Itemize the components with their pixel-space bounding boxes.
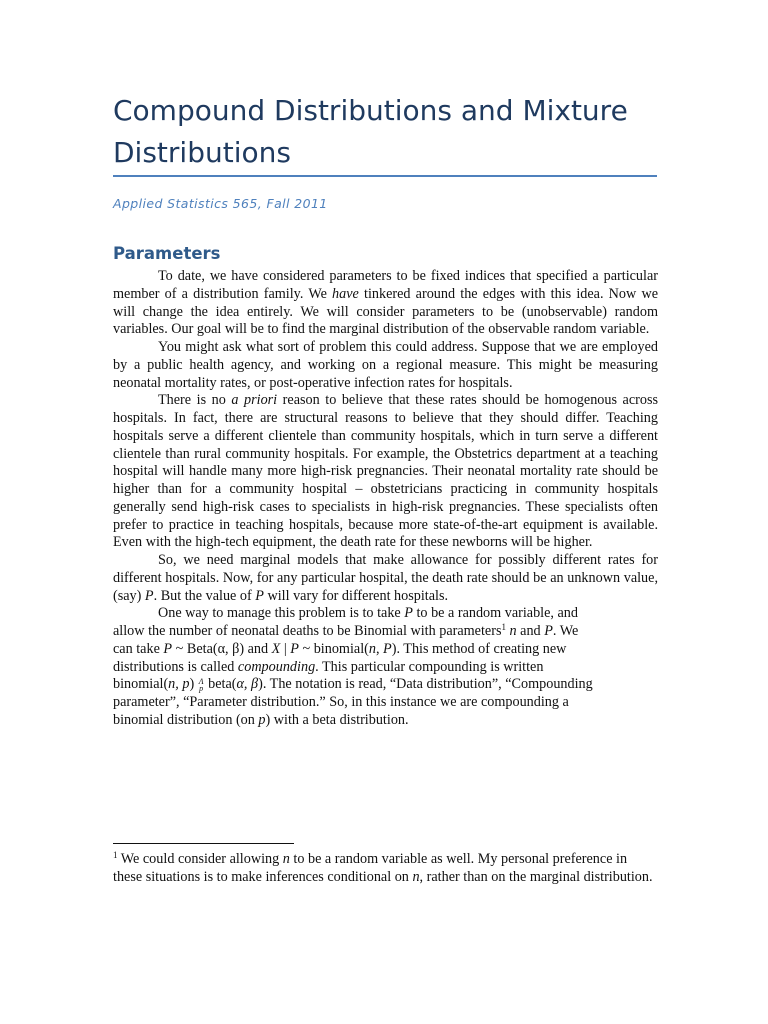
text-run: ~ binomial( — [298, 640, 369, 657]
text-run: ). This method of creating new — [391, 640, 567, 657]
math-var: n — [509, 623, 517, 639]
text-run: distributions is called — [113, 658, 238, 675]
math-var: P — [144, 587, 154, 604]
text-run: binomial distribution (on — [113, 711, 259, 728]
text-run: To date, we have considered parameters to be fixed indices that specified a particular member of a distribution family. We — [113, 268, 658, 302]
paragraph-1 — [113, 268, 658, 339]
text-run: ~ Beta(α, β) and — [172, 640, 272, 657]
text-run: will vary for different hospitals. — [263, 587, 449, 604]
footnote-divider — [113, 843, 294, 844]
math-var: n, p — [168, 676, 190, 693]
footnote-reference[interactable]: 1 — [501, 622, 506, 632]
math-var: P — [544, 623, 553, 639]
title-divider — [113, 175, 657, 177]
text-run: , — [375, 640, 384, 657]
footnote — [113, 851, 658, 887]
document-subtitle: Applied Statistics 565, Fall 2011 — [113, 196, 328, 211]
text-run: allow the number of neonatal deaths to be Binomial with parameters — [113, 623, 502, 639]
text-run: . But the value of — [153, 587, 256, 604]
text-run: reason to believe that these rates should be homogenous across hospitals. In fact, there are structural reasons to believe that they should differ. Teaching hospitals serve a different clientele than community hospitals, which in turn serve a different clientele than rural community hospitals. For example, the Obstetrics department at a teaching hospital will handle many more high-risk pregnancies. Their neonatal mortality rate should be higher than for a community hospital – obstetricians practicing in community hospitals generally send high-risk cases to specialists in high-risk pregnancies. These specialists often prefer to practice in teaching hospitals, because more state-of-the-art equipment is available. Even with the high-tech equipment, the death rate for these newborns will be higher. — [113, 392, 659, 551]
text-run: , rather than on the marginal distribution. — [419, 868, 653, 885]
text-run: We could consider allowing — [117, 851, 283, 867]
math-var: n — [412, 868, 420, 885]
paragraph-5-line — [113, 712, 658, 730]
math-var: α, β — [236, 676, 259, 693]
paragraph-5 — [113, 605, 658, 729]
paragraph-5-line — [113, 605, 658, 623]
paragraph-5-line: parameter”, “Parameter distribution.” So, in this instance we are compounding a — [113, 694, 569, 710]
compounding-parameter: p — [199, 683, 204, 693]
text-run: | — [280, 640, 291, 657]
text-run: So, we need marginal models that make allowance for possibly different rates for different hospitals. Now, for any particular hospital, the death rate should be an unknown value, (say) — [113, 552, 658, 604]
paragraph-3 — [113, 392, 658, 552]
paragraph-5-line — [113, 623, 658, 641]
text-run: binomial( — [113, 676, 169, 693]
math-var: n — [368, 640, 376, 657]
compounding-symbol: Λ — [198, 676, 204, 686]
text-run: beta( — [204, 676, 237, 693]
math-var: P — [163, 640, 173, 657]
paragraph-5-line — [113, 641, 658, 659]
text-run: . This particular compounding is written — [315, 658, 544, 675]
text-run: ) — [189, 676, 198, 693]
math-var: P — [383, 640, 392, 657]
math-var: X — [271, 640, 281, 657]
document-title: Compound Distributions and Mixture Distributions — [113, 94, 628, 169]
footnote-marker: 1 — [113, 850, 118, 860]
text-run: to be a random variable as well. My personal preference in these situations is to make inferences conditional on — [113, 851, 628, 885]
text-run: ) with a beta distribution. — [265, 711, 409, 728]
text-run: to be a random variable, and — [412, 605, 578, 622]
text-run: and — [516, 623, 545, 639]
body-text — [113, 268, 658, 730]
paragraph-2: You might ask what sort of problem this could address. Suppose that we are employed by a public health agency, and working on a regional measure. This might be measuring neonatal mortality rates, or post-operative infection rates for hospitals. — [113, 339, 658, 391]
math-var: p — [258, 711, 266, 728]
text-run: One way to manage this problem is to take — [158, 605, 405, 622]
math-var: P — [290, 640, 299, 657]
compounding-operator — [199, 678, 204, 692]
math-var: P — [255, 587, 264, 604]
text-run-italic: compounding — [237, 658, 316, 675]
text-run: There is no — [158, 392, 232, 409]
text-run: tinkered around the edges with this idea. Now we will change the idea entirely. We will consider parameters to be (unobservable) random variables. Our goal will be to find the marginal distribution of the observable random variable. — [113, 285, 658, 338]
math-var: P — [404, 605, 413, 622]
text-run: ). The notation is read, “Data distribution”, “Compounding — [258, 676, 593, 693]
text-run-italic: have — [332, 285, 359, 302]
text-run: can take — [113, 640, 164, 657]
math-var: n — [282, 851, 290, 867]
paragraph-4 — [113, 552, 658, 605]
paragraph-5-line — [113, 659, 658, 677]
text-run: . We — [552, 623, 579, 639]
paragraph-5-line — [113, 676, 658, 694]
text-run-italic: a priori — [231, 392, 278, 409]
section-heading: Parameters — [113, 244, 221, 263]
